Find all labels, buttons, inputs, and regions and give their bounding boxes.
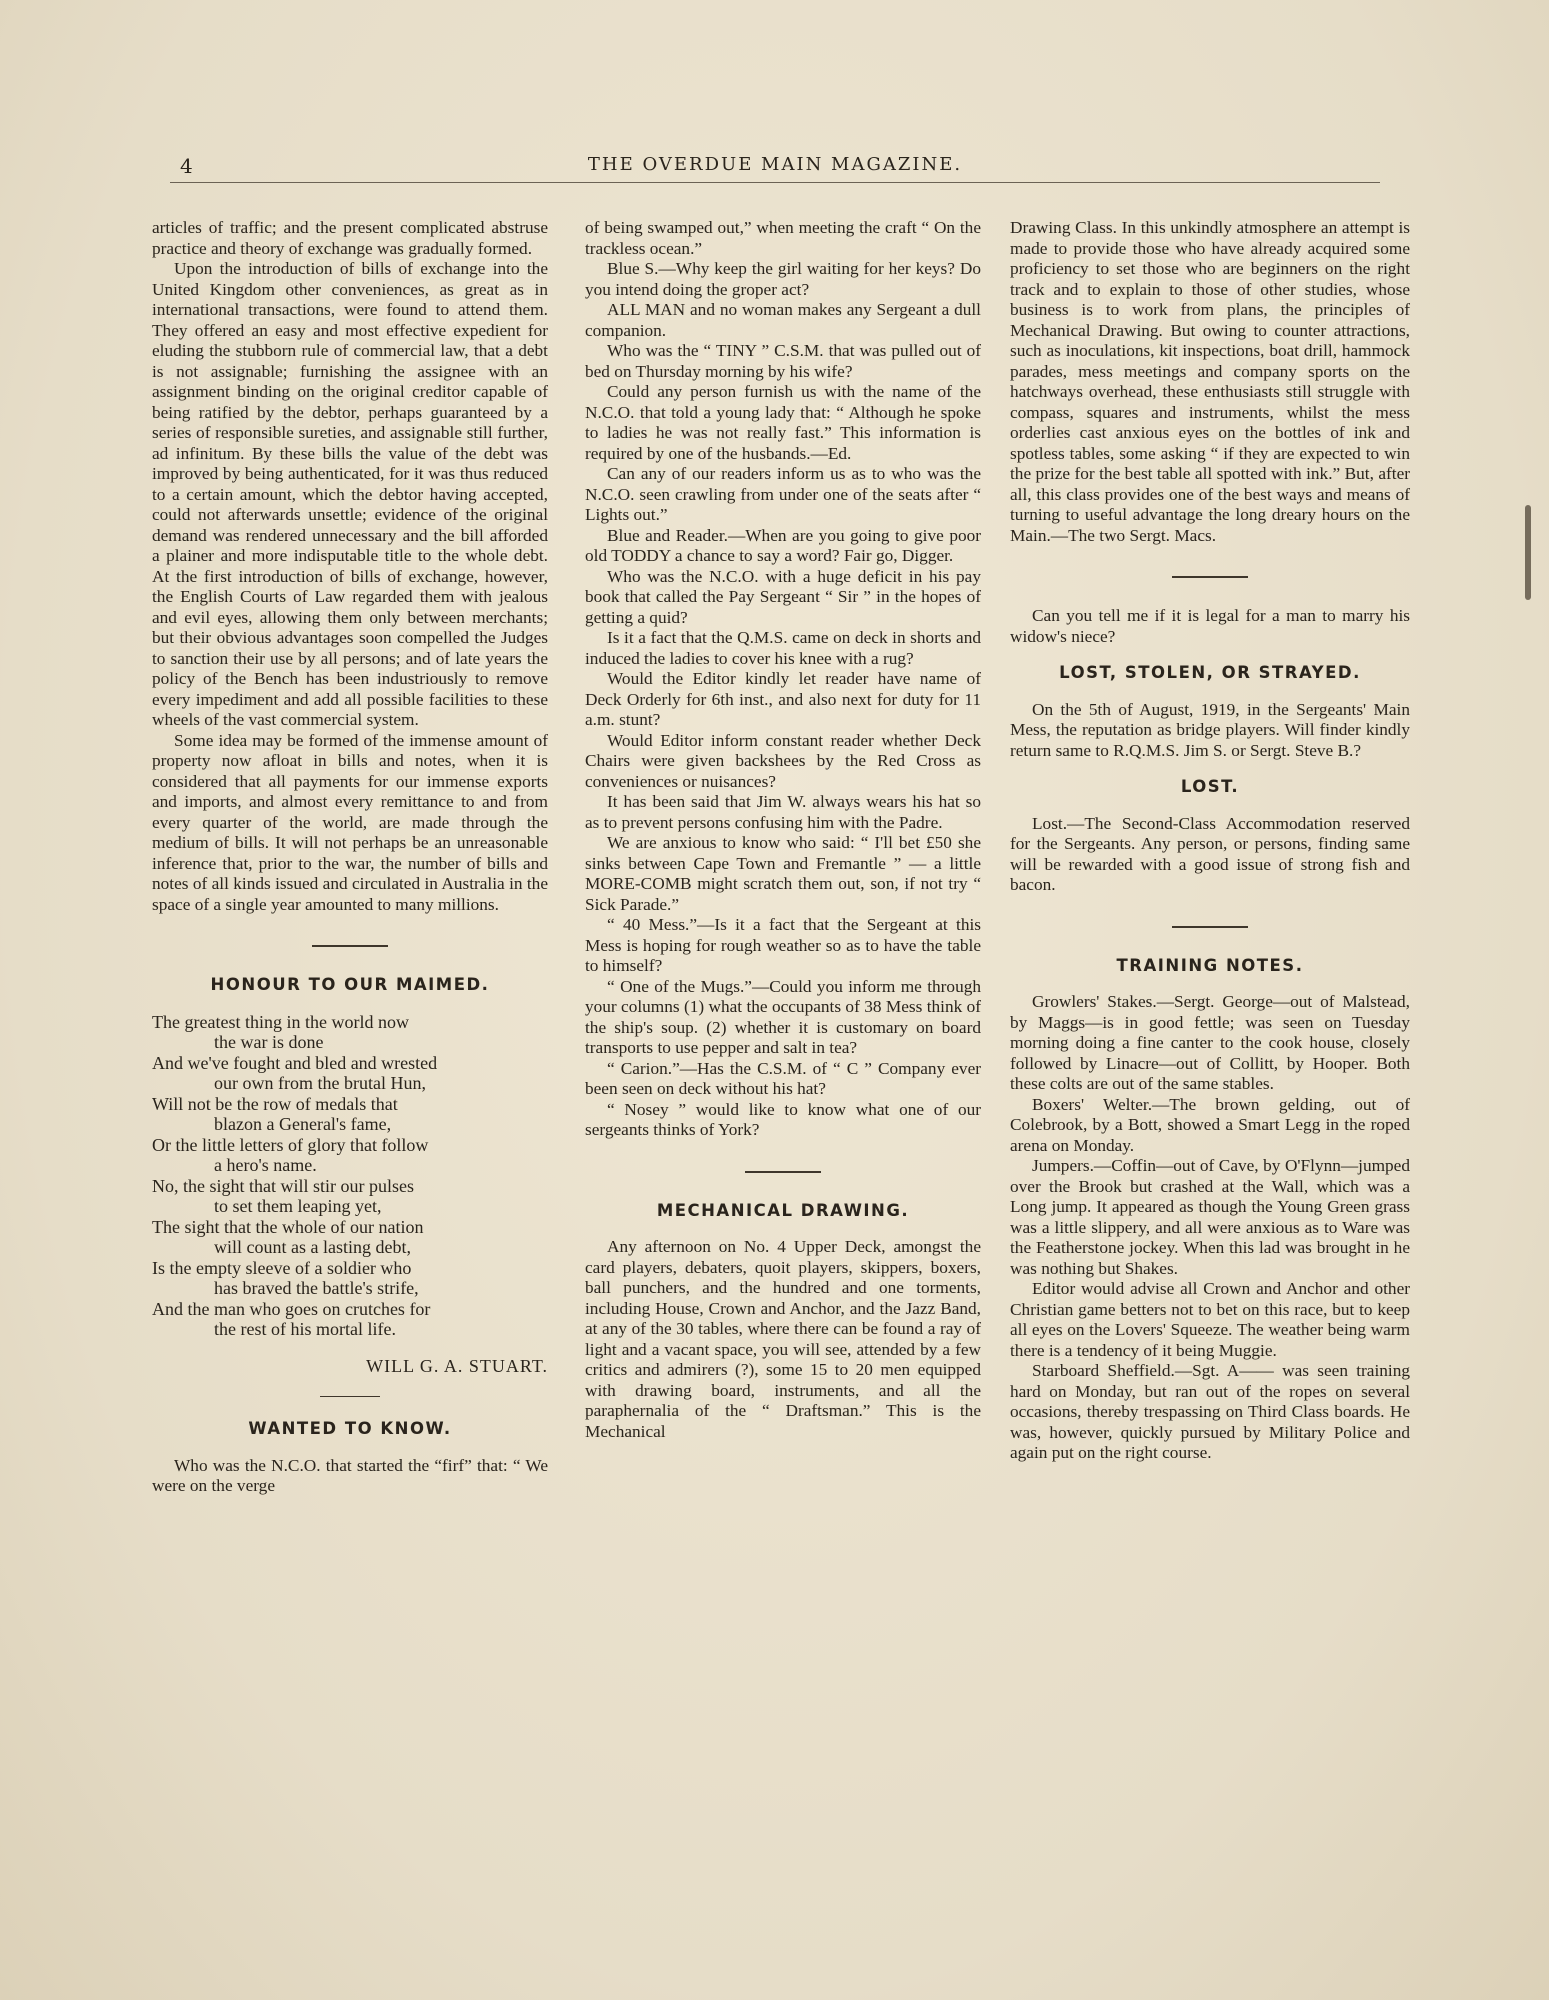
poem-line: The sight that the whole of our nation <box>152 1216 424 1237</box>
heading-training-notes: TRAINING NOTES. <box>1116 955 1304 975</box>
poem-line: Will not be the row of medals that <box>152 1093 398 1114</box>
query-paragraph: Would Editor inform constant reader whether Deck Chairs were given backshees by the Red Cross as conveniences or nuisances? <box>585 730 981 791</box>
section-divider <box>320 1396 380 1397</box>
poem-line: The greatest thing in the world now <box>152 1011 409 1032</box>
section-divider <box>1172 926 1248 928</box>
query-paragraph: of being swamped out,” when meeting the craft “ On the trackless ocean.” <box>585 218 981 258</box>
article-paragraph: Any afternoon on No. 4 Upper Deck, amongst the card players, debaters, quoit players, skippers, boxers, ball punchers, and the hundred and one torments, including House, Crown and Anchor, and the Jazz Band, at any of the 30 tables, where there can be found a ray of light and a vacant space, you will see, attended by a few critics and admirers (?), some 15 to 20 men equipped with drawing board, instruments, and all the paraphernalia of the “ Draftsman.” This is the Mechanical <box>585 1237 981 1441</box>
query-paragraph: “ Carion.”—Has the C.S.M. of “ C ” Company ever been seen on deck without his hat? <box>585 1058 981 1098</box>
article-paragraph: On the 5th of August, 1919, in the Sergeants' Main Mess, the reputation as bridge players. Will finder kindly return same to R.Q.M.S. Jim S. or Sergt. Steve B.? <box>1010 699 1410 760</box>
poem-line: our own from the brutal Hun, <box>214 1073 426 1093</box>
poem-signature: WILL G. A. STUART. <box>366 1355 548 1376</box>
poem <box>152 1012 548 1340</box>
poem-line: will count as a lasting debt, <box>214 1237 411 1257</box>
poem-line: No, the sight that will stir our pulses <box>152 1175 414 1196</box>
training-paragraph: Jumpers.—Coffin—out of Cave, by O'Flynn—jumped over the Brook but crashed at the Wall, which was a Long jump. It appeared as though the Young Green grass was a little slippery, and all were anxious as to Ware was the Featherstone jockey. When this lad was brought in he was nothing but Shakes. <box>1010 1156 1410 1278</box>
query-paragraph: Is it a fact that the Q.M.S. came on deck in shorts and induced the ladies to cover his knee with a rug? <box>585 628 981 668</box>
query-paragraph: We are anxious to know who said: “ I'll bet £50 she sinks between Cape Town and Fremantle ” — a little MORE-COMB might scratch them out, son, if not try “ Sick Parade.” <box>585 833 981 914</box>
column-1 <box>152 218 548 1497</box>
article-paragraph: Drawing Class. In this unkindly atmosphere an attempt is made to provide those who have already acquired some proficiency to set those who are beginners on the right track and to explain to those of other studies, whose business is to work from plans, the principles of Mechanical Drawing. But owing to counter attractions, such as inoculations, kit inspections, boat drill, hammock parades, mess meetings and company sports on the hatchways overhead, these enthusiasts still struggle with compass, squares and instruments, whilst the mess orderlies cast anxious eyes on the bottles of ink and spotless tables, some asking “ if they are expected to win the prize for the best table all spotted with ink.” But, after all, this class provides one of the best ways and means of turning to useful advantage the long dreary hours on the Main.—The two Sergt. Macs. <box>1010 218 1410 545</box>
poem-line: to set them leaping yet, <box>214 1196 382 1216</box>
poem-line: blazon a General's fame, <box>214 1114 392 1134</box>
heading-honour-to-our-maimed: HONOUR TO OUR MAIMED. <box>210 975 490 994</box>
section-divider <box>745 1171 821 1173</box>
magazine-title: THE OVERDUE MAIN MAGAZINE. <box>587 154 963 175</box>
query-paragraph: It has been said that Jim W. always wears his hat so as to prevent persons confusing him with the Padre. <box>585 792 981 832</box>
query-paragraph: Who was the “ TINY ” C.S.M. that was pulled out of bed on Thursday morning by his wife? <box>585 341 981 381</box>
heading-lost: LOST. <box>1180 777 1240 796</box>
heading-mechanical-drawing: MECHANICAL DRAWING. <box>656 1200 910 1220</box>
query-paragraph: Who was the N.C.O. with a huge deficit in his pay book that called the Pay Sergeant “ Sir ” in the hopes of getting a quid? <box>585 566 981 627</box>
heading-wanted-to-know: WANTED TO KNOW. <box>248 1419 452 1438</box>
poem-line: Is the empty sleeve of a soldier who <box>152 1257 412 1278</box>
query-paragraph: Blue and Reader.—When are you going to give poor old TODDY a chance to say a word? Fair go, Digger. <box>585 525 981 565</box>
page-edge-mark <box>1525 505 1531 600</box>
query-paragraph: Can you tell me if it is legal for a man to marry his widow's niece? <box>1010 606 1410 646</box>
training-paragraph: Starboard Sheffield.—Sgt. A—— was seen training hard on Monday, but ran out of the ropes on several occasions, thereby trespassing on Third Class boards. He was, however, quickly pursued by Military Police and again put on the right course. <box>1010 1361 1410 1462</box>
article-paragraph: Some idea may be formed of the immense amount of property now afloat in bills and notes, when it is considered that all payments for our immense exports and imports, and almost every remittance to and from every quarter of the world, are made through the medium of bills. It will not perhaps be an unreasonable inference that, prior to the war, the number of bills and notes of all kinds issued and circulated in Australia in the space of a single year amounted to many millions. <box>152 730 548 914</box>
training-paragraph: Growlers' Stakes.—Sergt. George—out of Malstead, by Maggs—is in good fettle; was seen on Tuesday morning doing a fine canter to the cook house, closely followed by Linacre—out of Collitt, by Hooper. Both these colts are out of the same stables. <box>1010 992 1410 1093</box>
query-paragraph: Would the Editor kindly let reader have name of Deck Orderly for 6th inst., and also next for duty for 11 a.m. stunt? <box>585 669 981 729</box>
poem-line: And the man who goes on crutches for <box>152 1298 431 1319</box>
page-number: 4 <box>180 154 193 178</box>
poem-line: has braved the battle's strife, <box>214 1278 419 1298</box>
article-paragraph: Lost.—The Second-Class Accommodation reserved for the Sergeants. Any person, or persons, finding same will be rewarded with a good issue of strong fish and bacon. <box>1010 813 1410 894</box>
query-paragraph: “ Nosey ” would like to know what one of our sergeants thinks of York? <box>585 1099 981 1139</box>
query-paragraph: “ One of the Mugs.”—Could you inform me through your columns (1) what the occupants of 38 Mess think of the ship's soup. (2) whether it is customary on board transports to use pepper and salt in tea? <box>585 976 981 1057</box>
section-divider <box>1172 576 1248 578</box>
poem-line: Or the little letters of glory that follow <box>152 1134 429 1155</box>
heading-lost-stolen-strayed: LOST, STOLEN, OR STRAYED. <box>1059 663 1361 682</box>
column-3 <box>1010 218 1410 1464</box>
poem-line: the war is done <box>214 1032 324 1052</box>
article-paragraph: Who was the N.C.O. that started the “firf” that: “ We were on the verge <box>152 1455 548 1495</box>
section-divider <box>312 945 388 947</box>
article-paragraph: Upon the introduction of bills of exchange into the United Kingdom other conveniences, as great as in international transactions, were found to attend them. They offered an easy and most effective expedient for eluding the stubborn rule of commercial law, that a debt is not assignable; furnishing the assignee with an assignment binding on the original creditor capable of being ratified by the debtor, perhaps guaranteed by a series of responsible sureties, and assignable still further, ad infinitum. By these bills the value of the debt was improved by being authenticated, for it was thus reduced to a certain amount, which the debtor having accepted, could not afterwards unsettle; evidence of the original demand was rendered unnecessary and the bill afforded a plainer and more indisputable title to the whole debt. At the first introduction of bills of exchange, however, the English Courts of Law regarded them with jealous and evil eyes, allowing them only between merchants; but their obvious advantages soon compelled the Judges to sanction their use by all persons; and of late years the policy of the Bench has been industriously to remove every impediment and add all possible facilities to these wheels of the vast commercial system. <box>152 259 548 729</box>
poem-line: the rest of his mortal life. <box>214 1319 396 1339</box>
query-paragraph: Blue S.—Why keep the girl waiting for her keys? Do you intend doing the groper act? <box>585 259 981 299</box>
poem-line: And we've fought and bled and wrested <box>152 1052 438 1073</box>
query-paragraph: ALL MAN and no woman makes any Sergeant a dull companion. <box>585 300 981 340</box>
training-paragraph: Boxers' Welter.—The brown gelding, out of Colebrook, by a Bott, showed a Smart Legg in the roped arena on Monday. <box>1010 1094 1410 1155</box>
query-paragraph: Can any of our readers inform us as to who was the N.C.O. seen crawling from under one of the seats after “ Lights out.” <box>585 464 981 524</box>
article-paragraph: articles of traffic; and the present complicated abstruse practice and theory of exchange was gradually formed. <box>152 218 548 258</box>
query-paragraph: Could any person furnish us with the name of the N.C.O. that told a young lady that: “ Although he spoke to ladies he was not really fast.” This information is required by one of the husbands.—Ed. <box>585 382 981 463</box>
column-2 <box>585 218 981 1442</box>
poem-line: a hero's name. <box>214 1155 317 1175</box>
query-paragraph: “ 40 Mess.”—Is it a fact that the Sergeant at this Mess is hoping for rough weather so as to have the table to himself? <box>585 915 981 975</box>
page-header <box>170 152 1380 183</box>
training-paragraph: Editor would advise all Crown and Anchor and other Christian game betters not to bet on this race, but to keep all eyes on the Lovers' Squeeze. The weather being warm there is a tendency of it being Muggie. <box>1010 1279 1410 1360</box>
